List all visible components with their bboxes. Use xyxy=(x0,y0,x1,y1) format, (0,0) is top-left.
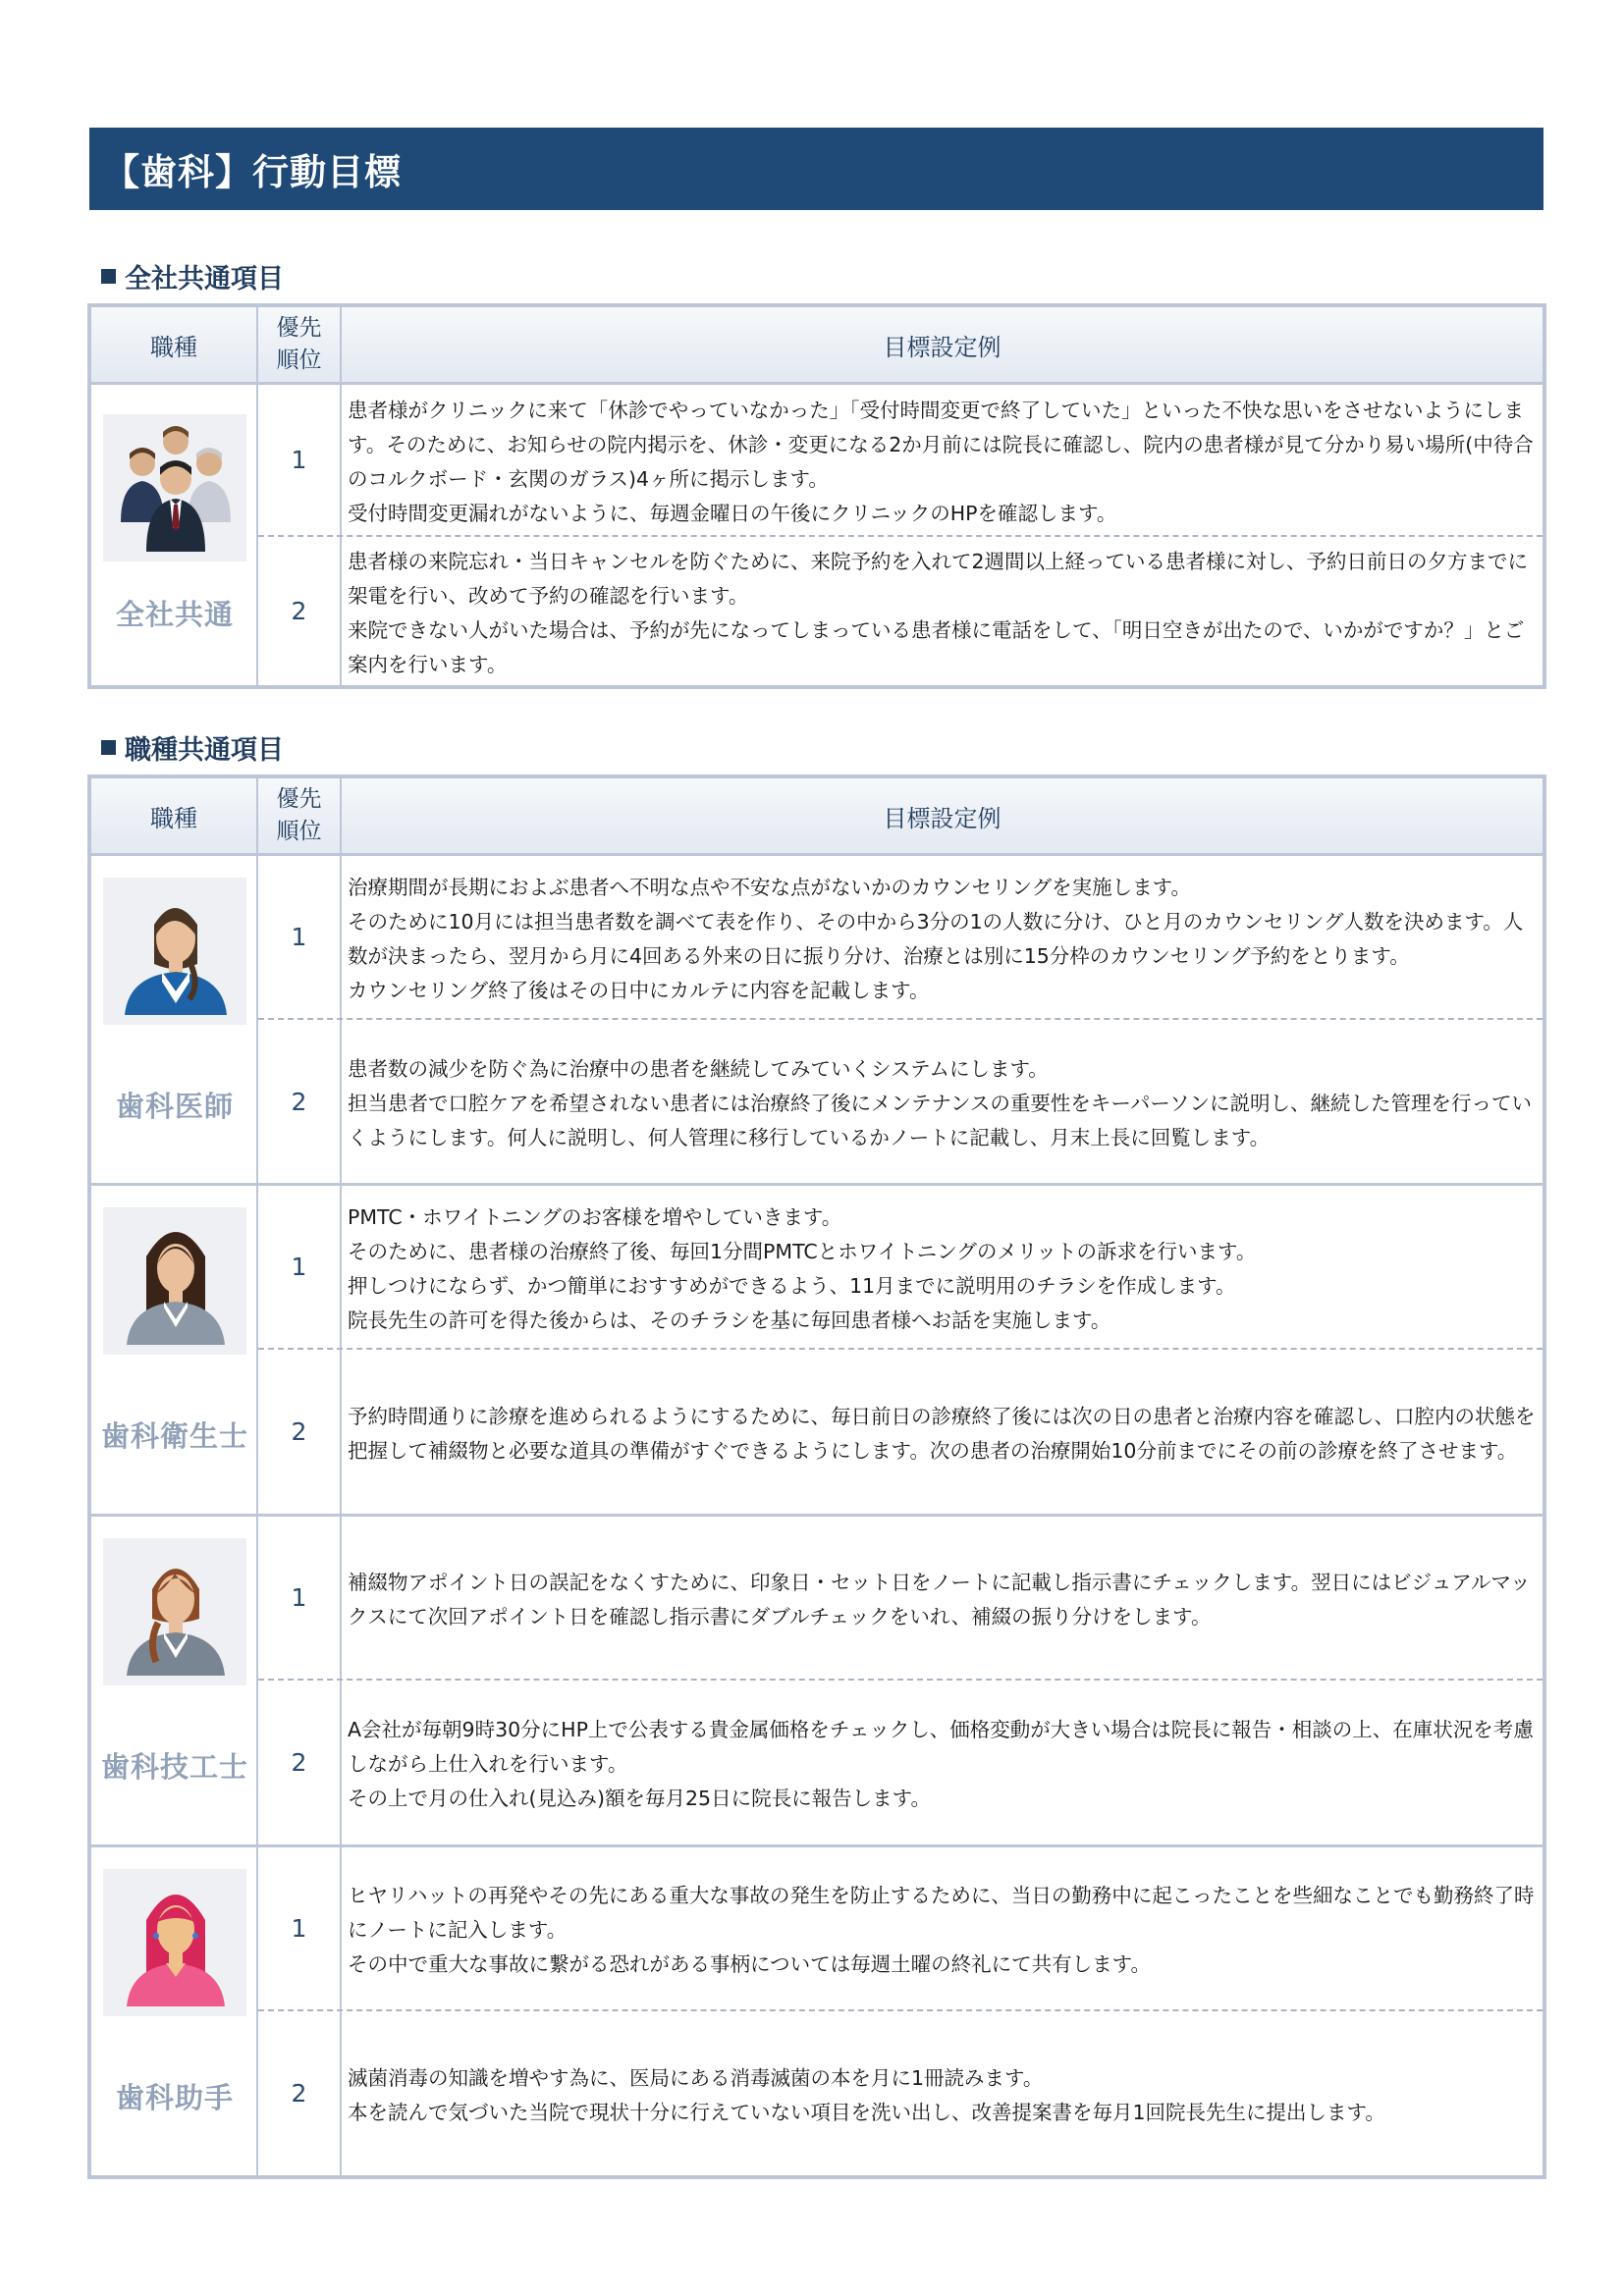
role-label-company: 全社共通 xyxy=(115,598,234,631)
role-cell xyxy=(91,385,258,685)
goal-text: 患者様がクリニックに来て「休診でやっていなかった」「受付時間変更で終了していた」といった不快な思いをさせないようにします。そのために、お知らせの院内掲示を、休診・変更になる2か月前には院長に確認し、院内の患者様が見て分かり易い場所(中待合のコルクボード・玄関のガラス)4ヶ所に掲示します。 受付時間変更漏れがないように、毎週金曜日の午後にクリニックのHPを確認します。 xyxy=(348,398,1534,525)
table-row xyxy=(258,856,1543,1020)
priority-cell: 2 xyxy=(258,1350,342,1514)
section1-title xyxy=(101,257,284,295)
page-title: 【歯科】行動目標 xyxy=(103,151,402,193)
section2-title-text: 職種共通項目 xyxy=(125,735,284,766)
goal-text: A会社が毎朝9時30分にHP上で公表する貴金属価格をチェックし、価格変動が大きい場合は院長に報告・相談の上、在庫状況を考慮しながら上仕入れを行います。 その上で月の仕入れ(見込み)額を毎月25日に院長に報告します。 xyxy=(348,1718,1534,1810)
goal-rows xyxy=(258,1847,1543,2175)
table-row xyxy=(258,1020,1543,1183)
job-common-table xyxy=(87,774,1546,2179)
header-goal: 目標設定例 xyxy=(883,333,1001,361)
role-cell xyxy=(91,1847,258,2175)
role-label-assistant: 歯科助手 xyxy=(115,2081,234,2114)
role-label-technician: 歯科技工士 xyxy=(100,1750,248,1784)
role-label-hygienist: 歯科衛生士 xyxy=(100,1419,248,1453)
goal-rows xyxy=(258,856,1543,1183)
table-row xyxy=(258,2011,1543,2175)
company-common-table xyxy=(87,303,1546,689)
role-cell xyxy=(91,1517,258,1844)
goal-rows xyxy=(258,1517,1543,1844)
table-row xyxy=(258,1847,1543,2011)
goal-text: 患者数の減少を防ぐ為に治療中の患者を継続してみていくシステムにします。 担当患者で口腔ケアを希望されない患者には治療終了後にメンテナンスの重要性をキーパーソンに説明し、継続した管理を行っていくようにします。何人に説明し、何人管理に移行しているかノートに記載し、月末上長に回覧します。 xyxy=(348,1056,1533,1149)
priority-cell: 2 xyxy=(258,537,342,685)
priority-cell: 2 xyxy=(258,1020,342,1183)
technician-avatar-icon xyxy=(103,1538,246,1685)
table-row xyxy=(258,385,1543,537)
priority-cell: 1 xyxy=(258,1517,342,1679)
role-group-dentist xyxy=(91,856,1543,1186)
role-label-dentist: 歯科医師 xyxy=(115,1090,234,1123)
goal-text: 患者様の来院忘れ・当日キャンセルを防ぐために、来院予約を入れて2週間以上経っている患者様に対し、予約日前日の夕方までに架電を行い、改めて予約の確認を行います。 来院できない人がいた場合は、予約が先になってしまっている患者様に電話をして、「明日空きが出たので、いかがですか？」とご案内を行います。 xyxy=(348,549,1529,676)
group-people-icon xyxy=(103,414,246,561)
header-role: 職種 xyxy=(91,778,258,853)
doctor-avatar-icon xyxy=(103,878,246,1025)
priority-cell: 1 xyxy=(258,1186,342,1348)
priority-cell: 1 xyxy=(258,1847,342,2009)
table-row xyxy=(258,1517,1543,1681)
priority-cell: 1 xyxy=(258,856,342,1018)
role-group-company xyxy=(91,385,1543,685)
role-cell xyxy=(91,856,258,1183)
goal-text: 治療期間が長期におよぶ患者へ不明な点や不安な点がないかのカウンセリングを実施します。 そのために10月には担当患者数を調べて表を作り、その中から3分の1の人数に分け、ひと月のカウンセリング人数を決めます。人数が決まったら、翌月から月に4回ある外来の日に振り分け、治療とは別に15分枠のカウンセリング予約をとります。 カウンセリング終了後はその日中にカルテに内容を記載します。 xyxy=(348,875,1524,1002)
role-group-assistant xyxy=(91,1847,1543,2175)
section1-title-text: 全社共通項目 xyxy=(125,264,284,294)
role-group-hygienist xyxy=(91,1186,1543,1517)
header-priority: 優先 順位 xyxy=(258,307,342,382)
section-marker xyxy=(101,269,116,284)
priority-cell: 2 xyxy=(258,1681,342,1844)
hygienist-avatar-icon xyxy=(103,1207,246,1355)
header-role: 職種 xyxy=(91,307,258,382)
assistant-avatar-icon xyxy=(103,1869,246,2016)
goal-text: 補綴物アポイント日の誤記をなくすために、印象日・セット日をノートに記載し指示書にチェックします。翌日にはビジュアルマックスにて次回アポイント日を確認し指示書にダブルチェックをいれ、補綴の振り分けをします。 xyxy=(348,1570,1531,1629)
role-group-technician xyxy=(91,1517,1543,1847)
table-row xyxy=(258,537,1543,685)
goal-text: PMTC・ホワイトニングのお客様を増やしていきます。 そのために、患者様の治療終了後、毎回1分間PMTCとホワイトニングのメリットの訴求を行います。 押しつけにならず、かつ簡単におすすめができるよう、11月までに説明用のチラシを作成します。 院長先生の許可を得た後からは、そのチラシを基に毎回患者様へお話を実施します。 xyxy=(348,1204,1257,1332)
table-header xyxy=(91,778,1543,856)
header-goal: 目標設定例 xyxy=(883,804,1001,832)
page-title-banner xyxy=(89,128,1543,210)
priority-cell: 1 xyxy=(258,385,342,535)
table-row xyxy=(258,1681,1543,1844)
goal-text: 予約時間通りに診療を進められるようにするために、毎日前日の診療終了後には次の日の患者と治療内容を確認し、口腔内の状態を把握して補綴物と必要な道具の準備がすぐできるようにします。次の患者の治療開始10分前までにその前の診療を終了させます。 xyxy=(348,1404,1536,1463)
header-priority: 優先 順位 xyxy=(258,778,342,853)
table-row xyxy=(258,1186,1543,1350)
goal-text: ヒヤリハットの再発やその先にある重大な事故の発生を防止するために、当日の勤務中に起こったことを些細なことでも勤務終了時にノートに記入します。 その中で重大な事故に繋がる恐れがある事柄については毎週土曜の終礼にて共有します。 xyxy=(348,1884,1535,1976)
goal-rows xyxy=(258,1186,1543,1514)
goal-rows xyxy=(258,385,1543,685)
goal-text: 滅菌消毒の知識を増やす為に、医局にある消毒滅菌の本を月に1冊読みます。 本を読んで気づいた当院で現状十分に行えていない項目を洗い出し、改善提案書を毎月1回院長先生に提出します。 xyxy=(348,2065,1385,2124)
section-marker xyxy=(101,740,116,755)
table-row xyxy=(258,1350,1543,1514)
table-header xyxy=(91,307,1543,385)
priority-cell: 2 xyxy=(258,2011,342,2175)
section2-title xyxy=(101,728,284,767)
role-cell xyxy=(91,1186,258,1514)
